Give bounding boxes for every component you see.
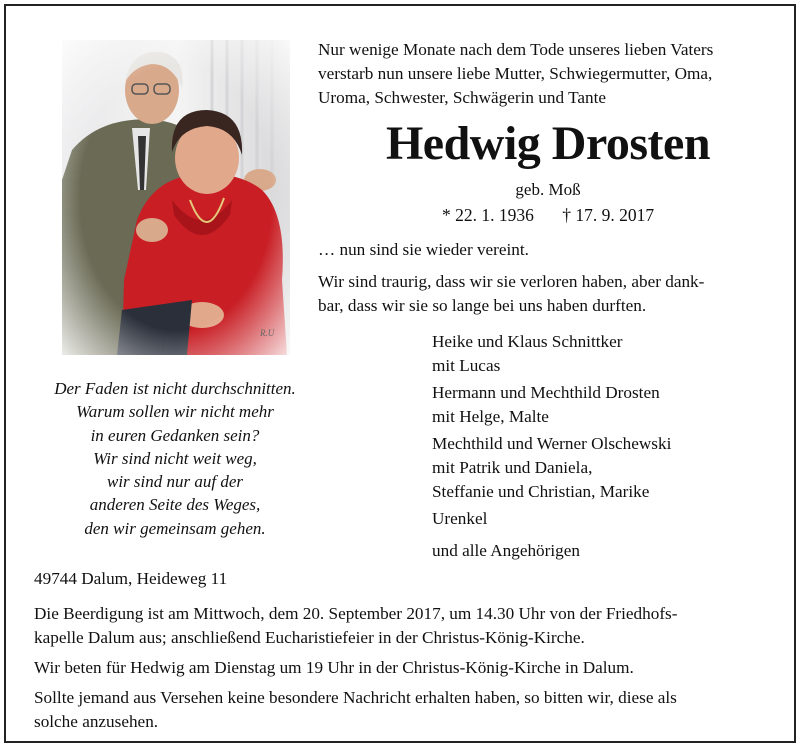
funeral-info: Die Beerdigung ist am Mittwoch, dem 20. September 2017, um 14.30 Uhr von der Friedhofs- kapelle Dalum aus; anschließend Eucharistiefeier in der Christus-König-Kirche. bbox=[34, 604, 678, 647]
life-dates bbox=[318, 204, 778, 226]
death-date: † 17. 9. 2017 bbox=[562, 205, 655, 225]
address: 49744 Dalum, Heideweg 11 bbox=[34, 569, 228, 588]
funeral-notice bbox=[34, 602, 774, 740]
family-group: Hermann und Mechthild Drosten mit Helge, Malte bbox=[432, 383, 660, 426]
deceased-name: Hedwig Drosten bbox=[385, 117, 711, 170]
intro-text: Nur wenige Monate nach dem Tode unseres lieben Vaters verstarb nun unsere liebe Mutter, Schwiegermutter, Oma, Uroma, Schwester, Schwägerin und Tante bbox=[318, 40, 714, 107]
maiden-name: geb. Moß bbox=[515, 180, 581, 199]
poem: Der Faden ist nicht durchschnitten. Warum sollen wir nicht mehr in euren Gedanken sein? Wir sind nicht weit weg, wir sind nur auf der anderen Seite des Weges, den wir gemeinsam gehen. bbox=[54, 379, 296, 538]
birth-date: * 22. 1. 1936 bbox=[441, 205, 534, 225]
reunited-line: … nun sind sie wieder vereint. bbox=[318, 240, 529, 259]
couple-photo bbox=[62, 40, 290, 355]
photographer-signature: R.U bbox=[260, 328, 275, 338]
family-group: und alle Angehörigen bbox=[432, 541, 580, 560]
family-group: Mechthild und Werner Olschewski mit Patrik und Daniela, Steffanie und Christian, Marike bbox=[432, 434, 672, 501]
family-list bbox=[432, 330, 782, 566]
prayer-info: Wir beten für Hedwig am Dienstag um 19 Uhr in der Christus-König-Kirche in Dalum. bbox=[34, 658, 634, 677]
family-group: Urenkel bbox=[432, 509, 488, 528]
mourning-text: Wir sind traurig, dass wir sie verloren haben, aber dank- bar, dass wir sie so lange bei uns haben durften. bbox=[318, 272, 705, 315]
family-group: Heike und Klaus Schnittker mit Lucas bbox=[432, 332, 623, 375]
notification-info: Sollte jemand aus Versehen keine besondere Nachricht erhalten haben, so bitten wir, diese als solche anzusehen. bbox=[34, 688, 677, 731]
